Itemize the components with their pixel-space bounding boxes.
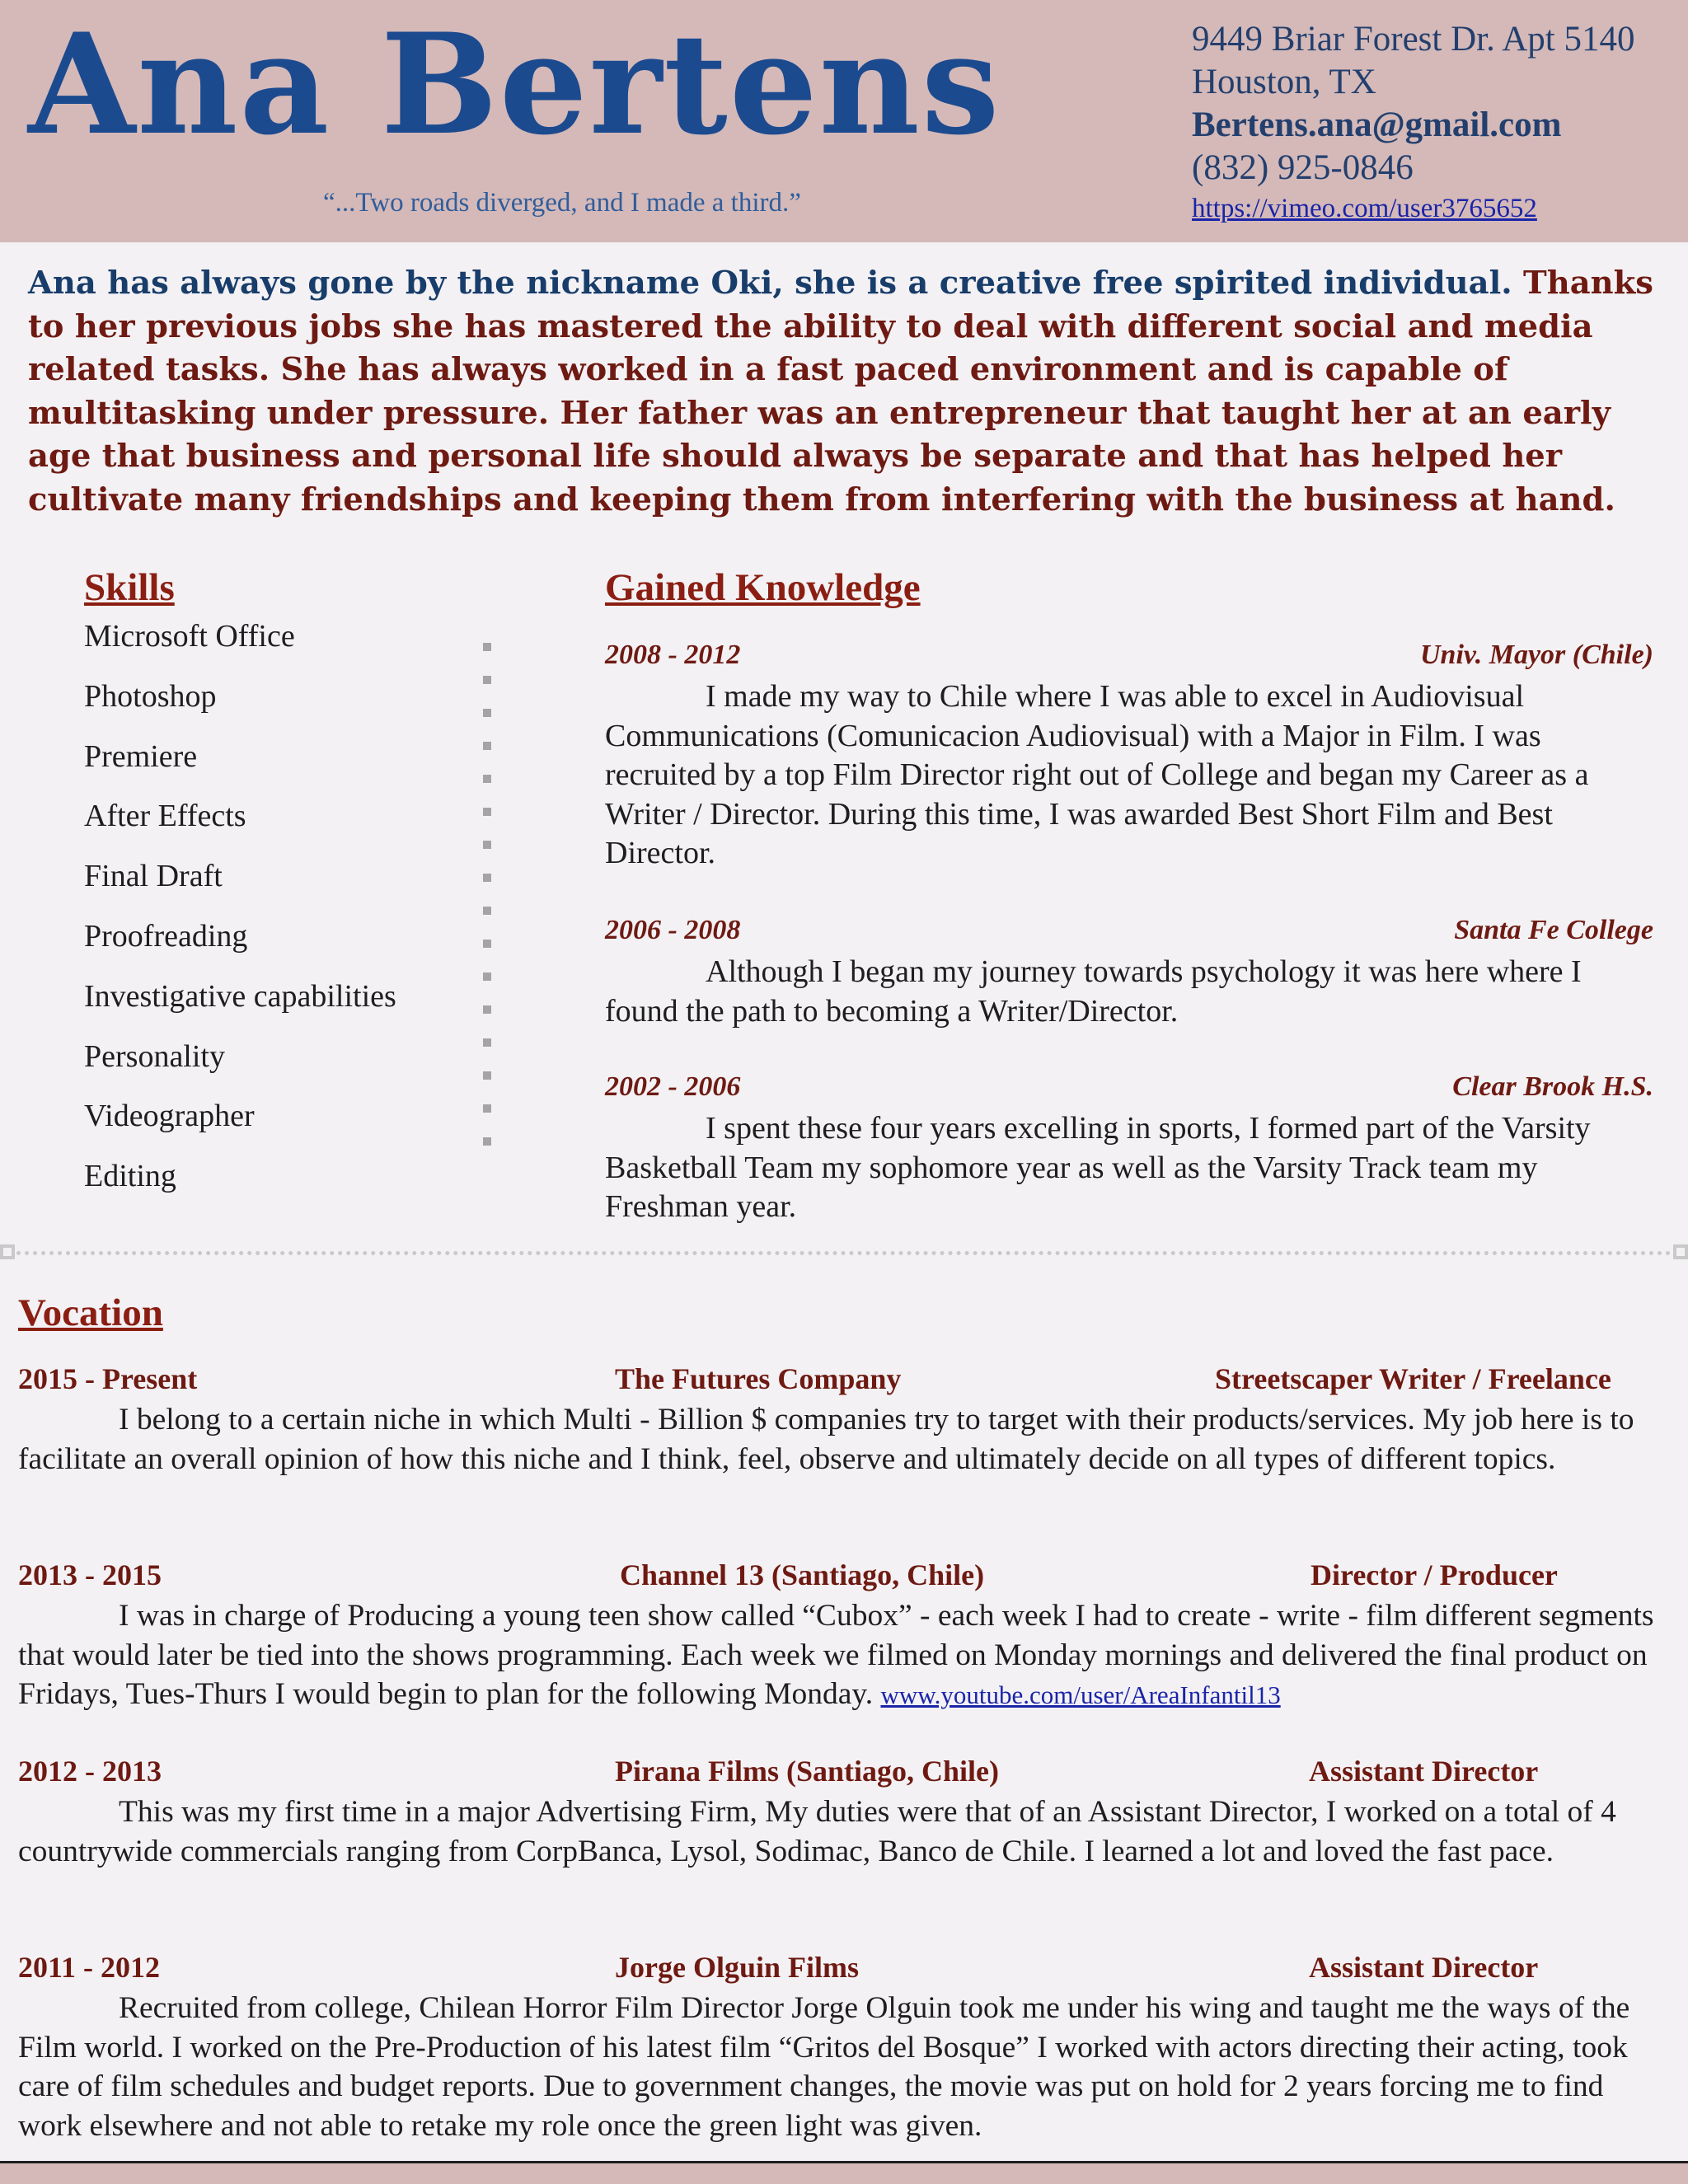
job-years: 2015 - Present: [18, 1362, 198, 1395]
education-header-row: [605, 915, 1653, 948]
phone-number: (832) 925-0846: [1192, 148, 1414, 187]
contact-block: [1192, 18, 1634, 227]
resume-name: Ana Bertens: [28, 2, 1001, 166]
job-description: [18, 1596, 1667, 1715]
skill-item: Videographer: [84, 1099, 255, 1134]
education-description: I made my way to Chile where I was able to excel in Audiovisual Communications (Comunicacion Audiovisual) with a Major in Film. I was recruited by a top Film Director right out of College and began my Career as a Writer / Director. During this time, I was awarded Best Short Film and Best Director.: [605, 679, 1589, 870]
job-years: 2011 - 2012: [18, 1951, 161, 1984]
skills-list: [84, 615, 396, 1215]
skill-item: Investigative capabilities: [84, 978, 396, 1014]
job-company: Jorge Olguin Films: [615, 1951, 859, 1984]
address-line-2: Houston, TX: [1192, 63, 1376, 101]
education-years: 2002 - 2006: [605, 1071, 741, 1102]
skill-item: Final Draft: [84, 859, 223, 894]
job-company: Pirana Films (Santiago, Chile): [615, 1755, 999, 1788]
education-years: 2006 - 2008: [605, 915, 741, 945]
education-description: I spent these four years excelling in sports, I formed part of the Varsity Basketball Team my sophomore year as well as the Varsity Track team my Freshman year.: [605, 1111, 1591, 1224]
divider-line: [16, 1251, 1672, 1255]
divider-handle-left: [0, 1244, 15, 1259]
skill-item: Proofreading: [84, 918, 248, 954]
job-description-text: Recruited from college, Chilean Horror Film Director Jorge Olguin took me under his wing and taught me the ways of the Film world. I worked on the Pre-Production of his latest film “Gritos del Bosque” I worked with actors directing their acting, took care of film schedules and budget reports. Due to government changes, the movie was put on hold for 2 years forcing me to find work elsewhere and not able to retake my role once the green light was given.: [18, 1991, 1630, 2143]
education-school: Univ. Mayor (Chile): [1419, 640, 1653, 670]
youtube-link[interactable]: www.youtube.com/user/AreaInfantil13: [880, 1680, 1281, 1709]
skill-item: Personality: [84, 1038, 225, 1074]
education-header-row: [605, 640, 1653, 673]
job-company: The Futures Company: [615, 1362, 902, 1395]
job-company: Channel 13 (Santiago, Chile): [620, 1558, 985, 1591]
education-years: 2008 - 2012: [605, 640, 741, 670]
skill-item: Premiere: [84, 738, 198, 774]
address-line-1: 9449 Briar Forest Dr. Apt 5140: [1192, 20, 1635, 59]
section-divider: [0, 1244, 1688, 1261]
job-role: Assistant Director: [1309, 1951, 1539, 1984]
education-description: Although I began my journey towards psychology it was here where I found the path to becoming a Writer/Director.: [605, 954, 1582, 1029]
job-description: [18, 1793, 1667, 1871]
skill-item: Photoshop: [84, 678, 217, 714]
skills-heading: Skills: [84, 566, 175, 609]
job-header-row: [18, 1361, 1667, 1396]
job-description: [18, 1400, 1667, 1479]
vocation-heading: Vocation: [18, 1291, 163, 1334]
job-description-text: I was in charge of Producing a young teen show called “Cubox” - each week I had to create - write - film different segments that would later be tied into the shows programming. Each week we filmed on Monday mornings and delivered the final product on Fridays, Tues-Thurs I would begin to plan for the following Monday.: [18, 1599, 1654, 1711]
personal-quote: “...Two roads diverged, and I made a third.”: [323, 188, 801, 218]
skill-item: After Effects: [84, 799, 246, 834]
job-role: Streetscaper Writer / Freelance: [1215, 1362, 1611, 1395]
skill-item: Editing: [84, 1159, 176, 1194]
divider-handle-right: [1673, 1244, 1688, 1259]
job-years: 2013 - 2015: [18, 1558, 162, 1591]
job-header-row: [18, 1754, 1667, 1788]
job-header-row: [18, 1950, 1667, 1985]
education-school: Santa Fe College: [1454, 915, 1653, 945]
job-years: 2012 - 2013: [18, 1755, 162, 1788]
job-description-text: I belong to a certain niche in which Multi - Billion $ companies try to target with their products/services. My job here is to facilitate an overall opinion of how this niche and I think, feel, observe and ultimately decide on all types of different topics.: [18, 1403, 1634, 1476]
education-header-row: [605, 1071, 1653, 1104]
header-band: [0, 0, 1688, 242]
website-link[interactable]: https://vimeo.com/user3765652: [1192, 194, 1537, 223]
education-school: Clear Brook H.S.: [1452, 1071, 1653, 1102]
dotted-separator: [483, 643, 491, 1154]
job-role: Assistant Director: [1309, 1755, 1539, 1788]
job-description-text: This was my first time in a major Advertising Firm, My duties were that of an Assistant Director, I worked on a total of 4 countrywide commercials ranging from CorpBanca, Lysol, Sodimac, Banco de Chile. I learned a lot and loved the fast pace.: [18, 1795, 1616, 1868]
email-address: Bertens.ana@gmail.com: [1192, 105, 1562, 144]
footer-band: [0, 2163, 1688, 2184]
bio-lead: Ana has always gone by the nickname Oki, she is a creative free spirited individual.: [28, 265, 1512, 302]
job-role: Director / Producer: [1311, 1558, 1558, 1591]
bio-rest: Thanks to her previous jobs she has mastered the ability to deal with different social and media related tasks. She has always worked in a fast paced environment and is capable of multitasking under pressure. Her father was an entrepreneur that taught her at an early age that business and personal life should always be separate and that has helped her cultivate many friendships and keeping them from interfering with the business at hand.: [28, 265, 1653, 518]
knowledge-heading: Gained Knowledge: [605, 566, 921, 609]
job-header-row: [18, 1558, 1667, 1592]
bio-paragraph: [28, 262, 1668, 522]
job-description: [18, 1989, 1667, 2145]
skill-item: Microsoft Office: [84, 619, 295, 654]
